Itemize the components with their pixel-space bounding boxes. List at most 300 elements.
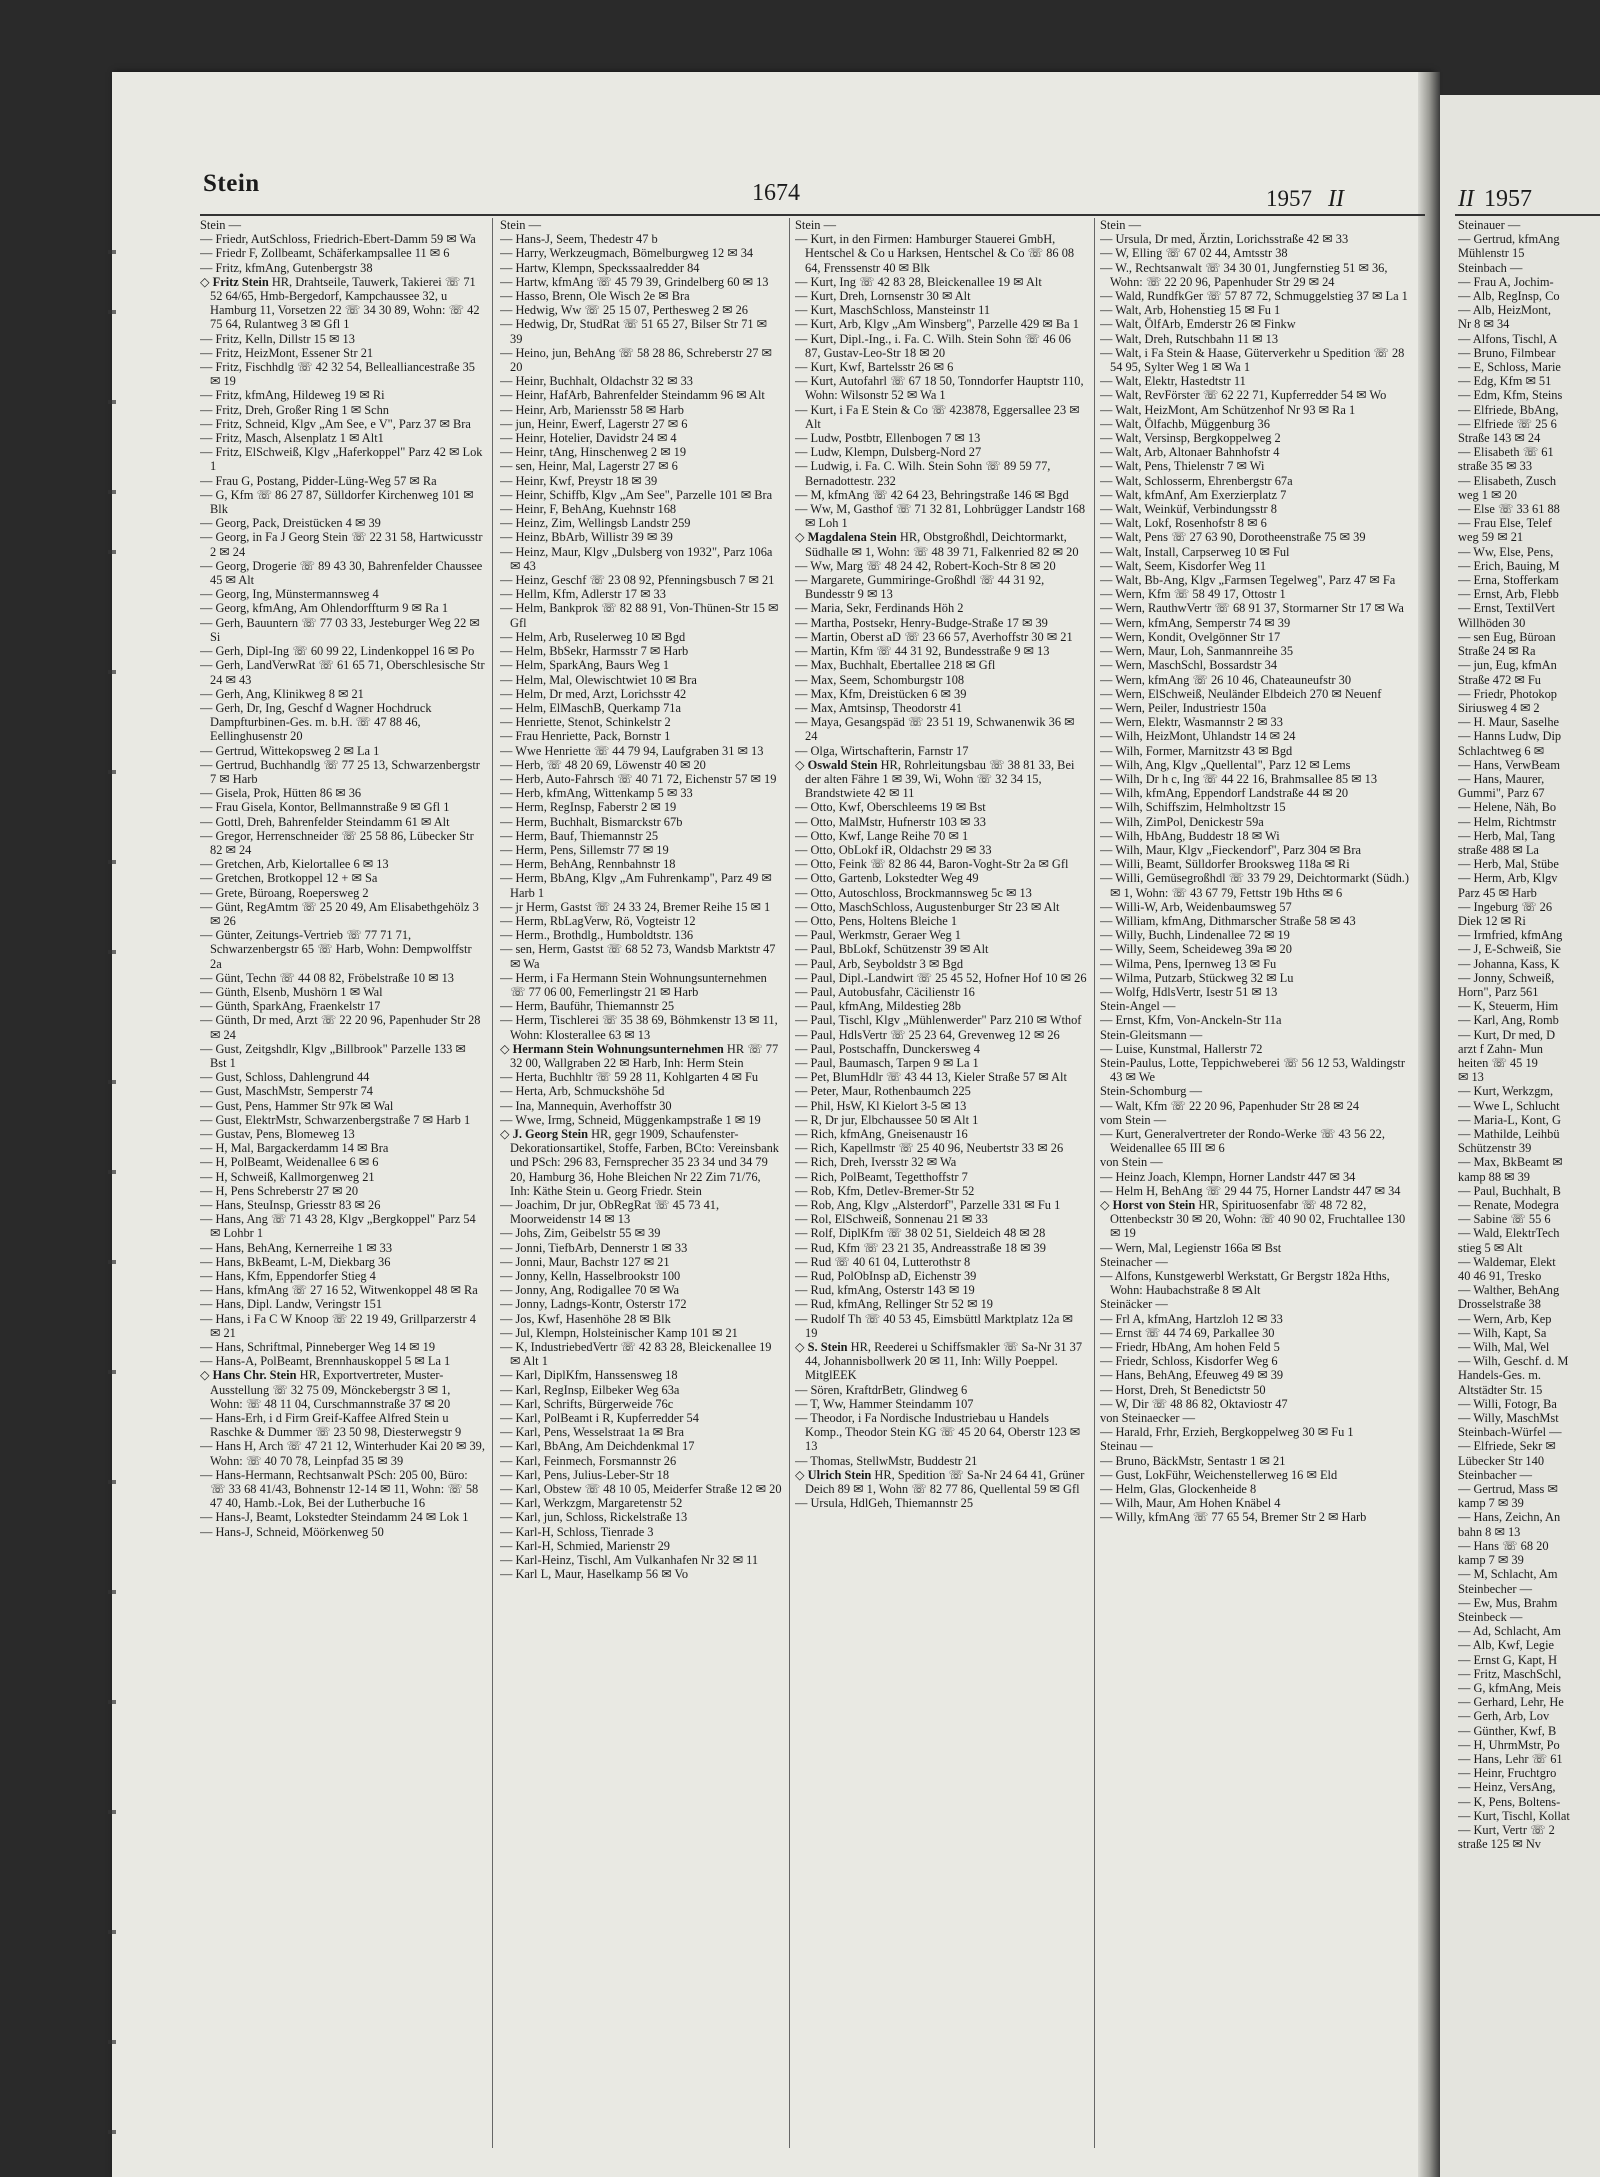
directory-entry: — Otto, MaschSchloss, Augustenburger Str 23 ✉ Alt xyxy=(795,899,1060,914)
directory-entry: — Walt, kfmAnf, Am Exerzierplatz 7 xyxy=(1100,487,1287,502)
facing-page-entry: — Hans ☏ 68 20 xyxy=(1458,1538,1549,1553)
facing-page-entry: — Helene, Näh, Bo xyxy=(1458,800,1557,815)
book-gutter xyxy=(1418,72,1440,2177)
directory-entry: — Herm., Brothdlg., Humboldtstr. 136 xyxy=(500,928,694,943)
directory-entry: — Heinz, BbArb, Willistr 39 ✉ 39 xyxy=(500,530,673,545)
directory-entry: — Wilh, Ang, Klgv „Quellental", Parz 12 ✉ Lems xyxy=(1100,757,1351,772)
directory-entry: — Helm H, BehAng ☏ 29 44 75, Horner Landstr 447 ✉ 34 xyxy=(1100,1183,1401,1198)
directory-entry: — Herta, Arb, Schmuckshöhe 5d xyxy=(500,1084,665,1099)
directory-entry: Steinäcker — xyxy=(1100,1297,1168,1312)
directory-entry: — Rob, Ang, Klgv „Alsterdorf", Parzelle 331 ✉ Fu 1 xyxy=(795,1198,1061,1213)
directory-entry: — Harald, Frhr, Erzieh, Bergkoppelweg 30 ✉ Fu 1 xyxy=(1100,1425,1354,1440)
directory-entry: — Willy, Seem, Scheideweg 39a ✉ 20 xyxy=(1100,942,1292,957)
directory-entry: ◇ Magdalena Stein HR, Obstgroßhdl, Deichtormarkt, Südhalle ✉ 1, Wohn: ☏ 48 39 71, Falkenried 82 ✉ 20 xyxy=(795,530,1079,559)
directory-entry: — Wilma, Putzarb, Stückweg 32 ✉ Lu xyxy=(1100,970,1294,985)
directory-entry: — Jonny, Ladngs-Kontr, Osterstr 172 xyxy=(500,1297,687,1312)
facing-page-entry: — Wald, ElektrTech xyxy=(1458,1226,1560,1241)
facing-page-entry: — Mathilde, Leihbü xyxy=(1458,1127,1560,1141)
directory-entry: — Hans, i Fa C W Knoop ☏ 22 19 49, Grillparzerstr 4 ✉ 21 xyxy=(200,1311,476,1340)
facing-page-entry: — Alfons, Tischl, A xyxy=(1458,331,1558,346)
directory-entry: — Paul, Arb, Seyboldstr 3 ✉ Bgd xyxy=(795,956,964,971)
directory-entry: — Walt, ÖlfArb, Emderstr 26 ✉ Finkw xyxy=(1100,317,1296,332)
directory-entry: — Hans, Ang ☏ 71 43 28, Klgv „Bergkoppel" Parz 54 ✉ Lohbr 1 xyxy=(200,1212,476,1241)
facing-page-entry: kamp 7 ✉ 39 xyxy=(1458,1496,1524,1511)
directory-entry: — Herm, Bauführ, Thiemannstr 25 xyxy=(500,999,675,1014)
directory-column-2 xyxy=(500,218,782,2158)
directory-entry: — Helm, Mal, Olewischtwiet 10 ✉ Bra xyxy=(500,672,697,687)
facing-page-entry: — Gertrud, kfmAng xyxy=(1458,232,1560,247)
directory-entry: — Martha, Postsekr, Henry-Budge-Straße 17 ✉ 39 xyxy=(795,615,1048,630)
facing-page-entry: — Alb, HeizMont, xyxy=(1458,303,1551,318)
page-number: 1674 xyxy=(752,180,800,206)
directory-entry: — Heino, jun, BehAng ☏ 58 28 86, Schreberstr 27 ✉ 20 xyxy=(500,345,772,375)
directory-entry: — Wern, kfmAng, Semperstr 74 ✉ 39 xyxy=(1100,615,1291,630)
directory-column-3 xyxy=(795,218,1087,2158)
directory-entry: — Walt, Arb, Hohenstieg 15 ✉ Fu 1 xyxy=(1100,303,1281,318)
directory-entry: — Paul, kfmAng, Mildestieg 28b xyxy=(795,999,961,1014)
directory-entry: — Jonni, TiefbArb, Dennerstr 1 ✉ 33 xyxy=(500,1240,688,1255)
directory-entry: — Wilh, kfmAng, Eppendorf Landstraße 44 ✉ 20 xyxy=(1100,786,1349,801)
directory-entry: — Friedr, HbAng, Am hohen Feld 5 xyxy=(1100,1340,1280,1355)
facing-page-entry: Schützenstr 39 xyxy=(1458,1141,1532,1156)
facing-page-entry: — Ad, Schlacht, Am xyxy=(1458,1624,1561,1639)
facing-page-entry: — K, Pens, Boltens- xyxy=(1458,1794,1561,1809)
directory-entry: — Gerh, LandVerwRat ☏ 61 65 71, Oberschlesische Str 24 ✉ 43 xyxy=(200,658,485,687)
facing-header-rule xyxy=(1455,214,1600,216)
facing-page-entry: — Wilh, Kapt, Sa xyxy=(1458,1325,1547,1340)
facing-page-entry: — Bruno, Filmbear xyxy=(1458,345,1556,360)
facing-page-entry: — Ingeburg ☏ 26 xyxy=(1458,899,1553,914)
facing-page-entry: — Maria-L, Kont, G xyxy=(1458,1112,1561,1127)
directory-entry: — Kurt, Dipl.-Ing., i. Fa. C. Wilh. Stein Sohn ☏ 46 06 87, Gustav-Leo-Str 18 ✉ 20 xyxy=(795,331,1072,360)
directory-entry: — Hartw, kfmAng ☏ 45 79 39, Grindelberg 60 ✉ 13 xyxy=(500,274,769,289)
directory-entry: — Pet, BlumHdlr ☏ 43 44 13, Kieler Straße 57 ✉ Alt xyxy=(795,1070,1067,1085)
directory-entry: Steinacher — xyxy=(1100,1254,1168,1269)
directory-entry: — Otto, Kwf, Lange Reihe 70 ✉ 1 xyxy=(795,828,969,843)
directory-entry: — Heinr, Arb, Mariensstr 58 ✉ Harb xyxy=(500,402,685,417)
facing-page-entry: Lübecker Str 140 xyxy=(1458,1453,1545,1468)
facing-page-entry: — Irmfried, kfmAng xyxy=(1458,928,1563,943)
directory-entry: — Helm, SparkAng, Baurs Weg 1 xyxy=(500,658,670,673)
directory-entry: — Hans-Erh, i d Firm Greif-Kaffee Alfred Stein u Raschke & Dummer ☏ 23 50 98, Diesterwegstr 9 xyxy=(200,1411,462,1440)
column-divider xyxy=(492,218,493,2148)
facing-page-entry: 40 46 91, Tresko xyxy=(1458,1269,1542,1284)
directory-entry: — G, Kfm ☏ 86 27 87, Sülldorfer Kirchenweg 101 ✉ Blk xyxy=(200,487,474,517)
directory-entry: — Hans, SteuInsp, Griesstr 83 ✉ 26 xyxy=(200,1198,381,1213)
directory-entry: — Herm, RbLagVerw, Rö, Vogteistr 12 xyxy=(500,913,696,928)
facing-page-entry: — Friedr, Photokop xyxy=(1458,686,1557,701)
facing-page-entry: — Erna, Stofferkam xyxy=(1458,573,1559,588)
directory-entry: — Heinz, Zim, Wellingsb Landstr 259 xyxy=(500,516,691,531)
directory-entry: — Wern, Maur, Loh, Sanmannreihe 35 xyxy=(1100,644,1294,659)
directory-entry: — Gust, ElektrMstr, Schwarzenbergstraße 7 ✉ Harb 1 xyxy=(200,1112,471,1127)
directory-entry: — Walt, Dreh, Rutschbahn 11 ✉ 13 xyxy=(1100,331,1279,346)
directory-entry: — Gust, MaschMstr, Semperstr 74 xyxy=(200,1084,373,1099)
directory-entry: — Otto, Gartenb, Lokstedter Weg 49 xyxy=(795,871,979,886)
directory-entry: — Kurt, MaschSchloss, Mansteinstr 11 xyxy=(795,303,991,318)
directory-entry: — Johs, Zim, Geibelstr 55 ✉ 39 xyxy=(500,1226,661,1241)
directory-column-4 xyxy=(1100,218,1418,2158)
directory-entry: — Wern, RauthwVertr ☏ 68 91 37, Stormarner Str 17 ✉ Wa xyxy=(1100,601,1404,616)
directory-entry: — Rich, kfmAng, Gneisenaustr 16 xyxy=(795,1127,968,1141)
facing-page-entry: — Helm, Richtmstr xyxy=(1458,814,1557,829)
directory-entry: — Max, Buchhalt, Ebertallee 218 ✉ Gfl xyxy=(795,658,996,673)
directory-entry: — William, kfmAng, Dithmarscher Straße 58 ✉ 43 xyxy=(1100,913,1356,928)
directory-entry: — Herm, BehAng, Rennbahnstr 18 xyxy=(500,857,676,872)
facing-page-entry: — Hans, Maurer, xyxy=(1458,771,1545,786)
directory-entry: ◇ Hans Chr. Stein HR, Exportvertreter, Muster-Ausstellung ☏ 32 75 09, Mönckebergstr 3 ✉ 1, Wohn: ☏ 48 11 04, Curschmannstraße 37 ✉ 20 xyxy=(200,1368,451,1411)
directory-entry: — Wern, Peiler, Industriestr 150a xyxy=(1100,700,1267,715)
facing-page-entry: bahn 8 ✉ 13 xyxy=(1458,1524,1521,1539)
directory-entry: — Herta, Buchhltr ☏ 59 28 11, Kohlgarten 4 ✉ Fu xyxy=(500,1070,759,1085)
directory-entry: Steinau — xyxy=(1100,1439,1153,1454)
directory-entry: Stein-Angel — xyxy=(1100,999,1176,1014)
directory-entry: — Rud, kfmAng, Osterstr 143 ✉ 19 xyxy=(795,1283,975,1298)
directory-entry: — Maya, Gesangspäd ☏ 23 51 19, Schwanenwik 36 ✉ 24 xyxy=(795,715,1075,744)
directory-entry: — Hans-Hermann, Rechtsanwalt PSch: 205 00, Büro: ☏ 33 68 41/43, Bohnenstr 12-14 ✉ 11, Wohn: ☏ 58 47 40, Hamb.-Lok, Bei der Lutherbuche 16 xyxy=(200,1467,479,1511)
directory-entry: — Otto, Pens, Holtens Bleiche 1 xyxy=(795,913,958,928)
facing-page-entry: — E, Schloss, Marie xyxy=(1458,360,1561,375)
facing-page-entry: straße 488 ✉ La xyxy=(1458,842,1539,857)
directory-entry: — Kurt, Kwf, Bartelsstr 26 ✉ 6 xyxy=(795,360,954,375)
facing-page-entry: Steinbach — xyxy=(1458,260,1523,275)
directory-entry: — W, Elling ☏ 67 02 44, Amtsstr 38 xyxy=(1100,246,1288,261)
directory-entry: — Karl, Obstew ☏ 48 10 05, Meiderfer Straße 12 ✉ 20 xyxy=(500,1482,782,1497)
directory-entry: — sen, Herm, Gastst ☏ 68 52 73, Wandsb Marktstr 47 ✉ Wa xyxy=(500,942,776,971)
directory-entry: — Georg, Ing, Münstermannsweg 4 xyxy=(200,587,379,602)
directory-entry: — Herm, BbAng, Klgv „Am Fuhrenkamp", Parz 49 ✉ Harb 1 xyxy=(500,871,772,900)
facing-page-entry: Nr 8 ✉ 34 xyxy=(1458,317,1510,332)
directory-entry: — Ludwig, i. Fa. C. Wilh. Stein Sohn ☏ 89 59 77, Bernadottestr. 232 xyxy=(795,459,1051,488)
directory-entry: — Heinz, Maur, Klgv „Dulsberg von 1932", Parz 106a ✉ 43 xyxy=(500,544,773,573)
directory-entry: — Karl, Werkzgm, Margaretenstr 52 xyxy=(500,1496,683,1511)
directory-entry: — Gisela, Prok, Hütten 86 ✉ 36 xyxy=(200,786,362,801)
directory-entry: — Kurt, Generalvertreter der Rondo-Werke ☏ 43 56 22, Weidenallee 65 III ✉ 6 xyxy=(1100,1127,1385,1156)
directory-entry: — Heinr, Kwf, Preystr 18 ✉ 39 xyxy=(500,473,658,488)
facing-page-entry: — Elisabeth ☏ 61 xyxy=(1458,445,1554,460)
directory-entry: von Steinaecker — xyxy=(1100,1411,1195,1426)
facing-page-entry: — Walther, BehAng xyxy=(1458,1283,1560,1298)
directory-entry: — Wilh, HbAng, Buddestr 18 ✉ Wi xyxy=(1100,828,1280,843)
facing-page-entry: — Wern, Arb, Kep xyxy=(1458,1311,1552,1326)
directory-entry: — Max, Seem, Schomburgstr 108 xyxy=(795,672,965,687)
header-rule xyxy=(200,214,1425,216)
directory-entry: — Helm, ElMaschB, Querkamp 71a xyxy=(500,700,682,715)
directory-entry: — Hans-J, Schneid, Möörkenweg 50 xyxy=(200,1524,384,1539)
facing-page-entry: Parz 45 ✉ Harb xyxy=(1458,885,1537,900)
directory-entry: — Willi, Gemüsegroßhdl ☏ 33 79 29, Deichtormarkt (Südh.) ✉ 1, Wohn: ☏ 43 67 79, Fettstr 19b Hths ✉ 6 xyxy=(1100,871,1410,900)
directory-entry: — Walt, Pens, Thielenstr 7 ✉ Wi xyxy=(1100,459,1265,474)
facing-page-entry: Gummi", Parz 67 xyxy=(1458,786,1545,801)
directory-entry: — Otto, Kwf, Oberschleems 19 ✉ Bst xyxy=(795,800,986,815)
directory-entry: — Frau Gisela, Kontor, Bellmannstraße 9 ✉ Gfl 1 xyxy=(200,800,450,815)
directory-entry: — Rud, kfmAng, Rellinger Str 52 ✉ 19 xyxy=(795,1297,993,1312)
facing-page-entry: straße 35 ✉ 33 xyxy=(1458,459,1533,474)
directory-entry: — Otto, Feink ☏ 82 86 44, Baron-Voght-Str 2a ✉ Gfl xyxy=(795,857,1069,872)
facing-page-entry: Diek 12 ✉ Ri xyxy=(1458,913,1526,928)
directory-entry: — Georg, in Fa J Georg Stein ☏ 22 31 58, Hartwicusstr 2 ✉ 24 xyxy=(200,530,483,559)
directory-entry: — Wern, Kfm ☏ 58 49 17, Ottostr 1 xyxy=(1100,587,1286,602)
directory-entry: — Paul, Baumasch, Tarpen 9 ✉ La 1 xyxy=(795,1055,979,1070)
facing-page-entry: — Wilh, Geschf. d. M xyxy=(1458,1354,1569,1369)
facing-page-entry: — Kurt, Vertr ☏ 2 xyxy=(1458,1822,1555,1837)
directory-entry: — Karl, BbAng, Am Deichdenkmal 17 xyxy=(500,1439,695,1454)
facing-page-entry: — Willi, Fotogr, Ba xyxy=(1458,1396,1557,1411)
directory-entry: — Paul, Werkmstr, Geraer Weg 1 xyxy=(795,928,962,943)
facing-page-entry: — Elfriede, Sekr ✉ xyxy=(1458,1439,1556,1454)
directory-entry: — Theodor, i Fa Nordische Industriebau u Handels Komp., Theodor Stein KG ☏ 45 20 64, Oberstr 123 ✉ 13 xyxy=(795,1411,1081,1454)
facing-page-entry: — sen Eug, Büroan xyxy=(1458,629,1556,644)
directory-entry: — Rob, Kfm, Detlev-Bremer-Str 52 xyxy=(795,1183,975,1198)
directory-entry: — Wern, kfmAng ☏ 26 10 46, Chateauneufstr 30 xyxy=(1100,672,1352,687)
edition-year: 1957 xyxy=(1266,186,1312,211)
directory-entry: — Hedwig, Ww ☏ 25 15 07, Perthesweg 2 ✉ 26 xyxy=(500,303,748,318)
directory-entry: — Hans, BkBeamt, L-M, Diekbarg 36 xyxy=(200,1254,391,1269)
facing-page-entry: Mühlenstr 15 xyxy=(1458,246,1525,261)
facing-page-entry: — Wwe L, Schlucht xyxy=(1458,1098,1560,1113)
directory-entry: — Hans, BehAng, Kernerreihe 1 ✉ 33 xyxy=(200,1240,393,1255)
facing-page-entry: — Renate, Modegra xyxy=(1458,1198,1559,1213)
directory-entry: ◇ Horst von Stein HR, Spirituosenfabr ☏ 48 72 82, Ottenbeckstr 30 ✉ 20, Wohn: ☏ 40 90 02, Fruchtallee 130 ✉ 19 xyxy=(1100,1198,1406,1241)
directory-entry: — Karl L, Maur, Haselkamp 56 ✉ Vo xyxy=(500,1567,689,1582)
directory-entry: — Wilh, Schiffszim, Helmholtzstr 15 xyxy=(1100,800,1286,815)
directory-entry: — Rolf, DiplKfm ☏ 38 02 51, Sieldeich 48 ✉ 28 xyxy=(795,1226,1046,1241)
directory-entry: — Ina, Mannequin, Averhoffstr 30 xyxy=(500,1098,672,1113)
directory-entry: — Walt, i Fa Stein & Haase, Güterverkehr u Spedition ☏ 28 54 95, Sylter Weg 1 ✉ Wa 1 xyxy=(1100,345,1405,375)
directory-entry: — Max, Amtsinsp, Theodorstr 41 xyxy=(795,700,963,715)
directory-entry: — Gregor, Herrenschneider ☏ 25 58 86, Lübecker Str 82 ✉ 24 xyxy=(200,828,474,857)
directory-entry: — Ludw, Klempn, Dulsberg-Nord 27 xyxy=(795,445,982,460)
directory-entry: — Rich, Dreh, Iversstr 32 ✉ Wa xyxy=(795,1155,957,1170)
facing-page-entry: weg 1 ✉ 20 xyxy=(1458,487,1517,502)
directory-entry: — Gustav, Pens, Blomeweg 13 xyxy=(200,1127,355,1141)
directory-entry: — Phil, HsW, Kl Kielort 3-5 ✉ 13 xyxy=(795,1098,967,1113)
directory-entry: — Peter, Maur, Rothenbaumch 225 xyxy=(795,1084,971,1099)
directory-entry: — Margarete, Gummiringe-Großhdl ☏ 44 31 92, Bundesstr 9 ✉ 13 xyxy=(795,573,1045,602)
directory-entry: — Hans-J, Beamt, Lokstedter Steindamm 24 ✉ Lok 1 xyxy=(200,1510,469,1525)
directory-entry: — Paul, Autobusfahr, Cäcilienstr 16 xyxy=(795,984,975,999)
running-head-name: Stein xyxy=(203,170,260,197)
directory-entry: — Hans, Kfm, Eppendorfer Stieg 4 xyxy=(200,1269,376,1284)
facing-page-entry: — Hans, Zeichn, An xyxy=(1458,1510,1561,1525)
facing-page-entry: — Ernst, TextilVert xyxy=(1458,601,1555,616)
facing-page-entry: Steinbeck — xyxy=(1458,1609,1523,1624)
directory-entry: — Herm, RegInsp, Faberstr 2 ✉ 19 xyxy=(500,800,677,815)
directory-entry: — Heinr, Buchhalt, Oldachstr 32 ✉ 33 xyxy=(500,374,693,389)
directory-entry: — Wern, Elektr, Wasmannstr 2 ✉ 33 xyxy=(1100,715,1283,730)
directory-entry: — Rich, PolBeamt, Tegetthoffstr 7 xyxy=(795,1169,968,1184)
directory-entry: — Willy, Buchh, Lindenallee 72 ✉ 19 xyxy=(1100,928,1290,943)
directory-entry: — Jos, Kwf, Hasenhöhe 28 ✉ Blk xyxy=(500,1311,671,1326)
directory-entry: — Karl-Heinz, Tischl, Am Vulkanhafen Nr 32 ✉ 11 xyxy=(500,1553,759,1568)
facing-page-entry: — Edm, Kfm, Steins xyxy=(1458,388,1563,403)
directory-entry: — Hans, Dipl. Landw, Veringstr 151 xyxy=(200,1297,383,1312)
directory-entry: — Gottl, Dreh, Bahrenfelder Steindamm 61 ✉ Alt xyxy=(200,814,450,829)
directory-entry: — Harry, Werkzeugmach, Bömelburgweg 12 ✉ 34 xyxy=(500,246,754,261)
directory-entry: — Walt, Elektr, Hastedtstr 11 xyxy=(1100,374,1246,389)
facing-page-entry: — H. Maur, Saselhe xyxy=(1458,715,1560,730)
directory-entry: — Wolfg, HdlsVertr, Isestr 51 ✉ 13 xyxy=(1100,984,1278,999)
directory-entry: — Helm, Glas, Glockenheide 8 xyxy=(1100,1482,1257,1497)
directory-entry: — Fritz, Fischhdlg ☏ 42 32 54, Bellealliancestraße 35 ✉ 19 xyxy=(200,360,475,389)
directory-entry: — Gertrud, Wittekopsweg 2 ✉ La 1 xyxy=(200,743,380,758)
directory-entry: — Frau Henriette, Pack, Bornstr 1 xyxy=(500,729,671,744)
directory-entry: — Gust, Schloss, Dahlengrund 44 xyxy=(200,1070,370,1085)
facing-edition-year: 1957 xyxy=(1483,186,1532,212)
directory-entry: — Günter, Zeitungs-Vertrieb ☏ 77 71 71, Schwarzenbergstr 65 ☏ Harb, Wohn: Dempwolffstr 2a xyxy=(200,928,472,971)
directory-entry: — Gretchen, Brotkoppel 12 + ✉ Sa xyxy=(200,871,378,886)
directory-entry: — Walt, RevFörster ☏ 62 22 71, Kupferredder 54 ✉ Wo xyxy=(1100,388,1387,403)
directory-entry: — H, Mal, Bargackerdamm 14 ✉ Bra xyxy=(200,1141,389,1156)
directory-entry: — Walt, HeizMont, Am Schützenhof Nr 93 ✉ Ra 1 xyxy=(1100,402,1356,417)
directory-entry: — Willy, kfmAng ☏ 77 65 54, Bremer Str 2 ✉ Harb xyxy=(1100,1510,1367,1525)
facing-page-entry: — Herb, Mal, Stübe xyxy=(1458,857,1559,872)
directory-entry: — Gerh, Ang, Klinikweg 8 ✉ 21 xyxy=(200,686,364,701)
directory-entry: — Willi-W, Arb, Weidenbaumsweg 57 xyxy=(1100,899,1292,914)
facing-page-entry: — Karl, Ang, Romb xyxy=(1458,1013,1559,1028)
directory-entry: — Wilma, Pens, Ipernweg 13 ✉ Fu xyxy=(1100,956,1277,971)
directory-entry: — Wilh, Former, Marnitzstr 43 ✉ Bgd xyxy=(1100,743,1293,758)
volume-label: II xyxy=(1328,186,1344,212)
directory-entry: — Joachim, Dr jur, ObRegRat ☏ 45 73 41, Moorweidenstr 14 ✉ 13 xyxy=(500,1198,720,1227)
directory-entry: — Ernst ☏ 44 74 69, Parkallee 30 xyxy=(1100,1325,1275,1340)
directory-entry: ◇ Oswald Stein HR, Rohrleitungsbau ☏ 38 81 33, Bei der alten Fähre 1 ✉ 39, Wi, Wohn ☏ 32 34 15, Brandstwiete 42 ✉ 11 xyxy=(795,757,1075,801)
directory-entry: — Wwe Henriette ☏ 44 79 94, Laufgraben 31 ✉ 13 xyxy=(500,743,764,758)
directory-entry: — Wern, Mal, Legienstr 166a ✉ Bst xyxy=(1100,1240,1282,1255)
directory-entry: von Stein — xyxy=(1100,1155,1163,1170)
facing-page-entry: — Ernst, Arb, Flebb xyxy=(1458,587,1559,602)
facing-page-entry: — Ernst G, Kapt, H xyxy=(1458,1652,1558,1667)
facing-page-entry: — Günther, Kwf, B xyxy=(1458,1723,1557,1738)
directory-entry: Stein-Schomburg — xyxy=(1100,1084,1202,1099)
facing-page-entry: — Frau Else, Telef xyxy=(1458,516,1552,531)
facing-page-entry: Schlachtweg 6 ✉ xyxy=(1458,743,1545,758)
facing-page-entry: — Erich, Bauing, M xyxy=(1458,558,1560,573)
directory-entry: — Herm, Tischlerei ☏ 35 38 69, Böhmkenstr 13 ✉ 11, Wohn: Klosterallee 63 ✉ 13 xyxy=(500,1013,778,1042)
directory-entry: — Karl-H, Schmied, Marienstr 29 xyxy=(500,1538,670,1553)
facing-page-entry: — Jonny, Schweiß, xyxy=(1458,970,1555,985)
directory-entry: — jun, Heinr, Ewerf, Lagerstr 27 ✉ 6 xyxy=(500,416,688,431)
directory-entry: — Wilh, HeizMont, Uhlandstr 14 ✉ 24 xyxy=(1100,729,1296,744)
facing-page-entry: Siriusweg 4 ✉ 2 xyxy=(1458,700,1540,715)
facing-page-column xyxy=(1458,218,1600,2158)
facing-page-entry: — Sabine ☏ 55 6 xyxy=(1458,1212,1551,1227)
directory-entry: — Heinz Joach, Klempn, Horner Landstr 447 ✉ 34 xyxy=(1100,1169,1356,1184)
directory-entry: — Hans-J, Seem, Thedestr 47 b xyxy=(500,232,658,247)
directory-entry: — Hartw, Klempn, Speckssaalredder 84 xyxy=(500,260,700,275)
facing-page-entry: — jun, Eug, kfmAn xyxy=(1458,658,1557,673)
directory-entry: — Gust, Zeitgshdlr, Klgv „Billbrook" Parzelle 133 ✉ Bst 1 xyxy=(200,1041,466,1070)
directory-entry: — Fritz, ElSchweiß, Klgv „Haferkoppel" Parz 42 ✉ Lok 1 xyxy=(200,445,483,474)
facing-page-entry: — Edg, Kfm ✉ 51 xyxy=(1458,374,1552,389)
facing-page-entry: — Elfriede ☏ 25 6 xyxy=(1458,416,1557,431)
facing-page-entry: — Waldemar, Elekt xyxy=(1458,1254,1556,1269)
facing-page-entry: — Alb, Kwf, Legie xyxy=(1458,1638,1555,1653)
directory-entry: — Fritz, Dreh, Großer Ring 1 ✉ Schn xyxy=(200,402,389,417)
directory-entry: — Walt, Versinsp, Bergkoppelweg 2 xyxy=(1100,431,1281,446)
directory-entry: — Olga, Wirtschafterin, Farnstr 17 xyxy=(795,743,969,758)
directory-entry: — Gerh, Dipl-Ing ☏ 60 99 22, Lindenkoppel 16 ✉ Po xyxy=(200,644,475,659)
directory-entry: — Rol, ElSchweiß, Sonnenau 21 ✉ 33 xyxy=(795,1212,988,1227)
directory-entry: — W, Dir ☏ 48 86 82, Oktaviostr 47 xyxy=(1100,1396,1288,1411)
directory-column-1 xyxy=(200,218,485,2158)
facing-page-entry: — Willy, MaschMst xyxy=(1458,1411,1559,1426)
directory-entry: — Wern, Kondit, Ovelgönner Str 17 xyxy=(1100,629,1281,644)
facing-page-entry: Drosselstraße 38 xyxy=(1458,1297,1541,1312)
facing-page-entry: — Johanna, Kass, K xyxy=(1458,956,1560,971)
directory-entry: — Günth, Dr med, Arzt ☏ 22 20 96, Papenhuder Str 28 ✉ 24 xyxy=(200,1013,481,1042)
facing-page-entry: — Gerhard, Lehr, He xyxy=(1458,1695,1564,1710)
directory-entry: — Rud, Kfm ☏ 23 21 35, Andreasstraße 18 ✉ 39 xyxy=(795,1240,1046,1255)
directory-entry: — Heinr, F, BehAng, Kuehnstr 168 xyxy=(500,502,677,517)
directory-entry: — Karl, Schrifts, Bürgerweide 76c xyxy=(500,1396,674,1411)
directory-entry: — Jonni, Maur, Bachstr 127 ✉ 21 xyxy=(500,1254,670,1269)
directory-entry: — Paul, Dipl.-Landwirt ☏ 25 45 52, Hofner Hof 10 ✉ 26 xyxy=(795,970,1087,985)
directory-entry: — Walt, Ölfachb, Müggenburg 36 xyxy=(1100,416,1270,431)
directory-entry: — Fritz, Kelln, Dillstr 15 ✉ 13 xyxy=(200,331,355,346)
directory-entry: — Maria, Sekr, Ferdinands Höh 2 xyxy=(795,601,964,616)
directory-entry: — Hans-A, PolBeamt, Brennhauskoppel 5 ✉ La 1 xyxy=(200,1354,451,1369)
directory-entry: — Günth, Elsenb, Mushörn 1 ✉ Wal xyxy=(200,984,383,999)
directory-entry: — Henriette, Stenot, Schinkelstr 2 xyxy=(500,715,671,730)
directory-entry: — Georg, kfmAng, Am Ohlendorffturm 9 ✉ Ra 1 xyxy=(200,601,449,616)
directory-entry: — Grete, Büroang, Roepersweg 2 xyxy=(200,885,369,900)
directory-entry: — Kurt, in den Firmen: Hamburger Stauerei GmbH, Hentschel & Co u Harksen, Hentschel & Co ☏ 86 08 64, Frenssenstr 40 ✉ Blk xyxy=(795,232,1075,275)
directory-entry: — Herb, ☏ 48 20 69, Löwenstr 40 ✉ 20 xyxy=(500,757,706,772)
directory-entry: — Martin, Oberst aD ☏ 23 66 57, Averhoffstr 30 ✉ 21 xyxy=(795,629,1073,644)
directory-entry: — Gust, LokFühr, Weichenstellerweg 16 ✉ Eld xyxy=(1100,1467,1338,1482)
directory-entry: — Karl, DiplKfm, Hanssensweg 18 xyxy=(500,1368,678,1383)
directory-entry: — Fritz, kfmAng, Hildeweg 19 ✉ Ri xyxy=(200,388,385,403)
directory-entry: — Hellm, Kfm, Adlerstr 17 ✉ 33 xyxy=(500,587,666,602)
directory-entry: — Günt, RegAmtm ☏ 25 20 49, Am Elisabethgehölz 3 ✉ 26 xyxy=(200,899,479,928)
directory-entry: — sen, Heinr, Mal, Lagerstr 27 ✉ 6 xyxy=(500,459,678,474)
facing-page-entry: Steinauer — xyxy=(1458,218,1521,232)
directory-entry: — Alfons, Kunstgewerbl Werkstatt, Gr Bergstr 182a Hths, Wohn: Haubachstraße 8 ✉ Alt xyxy=(1100,1269,1390,1298)
facing-page-entry: arzt f Zahn- Mun xyxy=(1458,1041,1543,1056)
directory-entry: — Friedr, AutSchloss, Friedrich-Ebert-Damm 59 ✉ Wa xyxy=(200,232,476,247)
directory-entry: — Wald, RundfkGer ☏ 57 87 72, Schmuggelstieg 37 ✉ La 1 xyxy=(1100,289,1408,304)
facing-page-entry: weg 59 ✉ 21 xyxy=(1458,530,1524,545)
directory-entry: — Gerh, Dr, Ing, Geschf d Wagner Hochdruck Dampfturbinen-Ges. m. b.H. ☏ 47 88 46, Eellinghusenstr 20 xyxy=(200,700,432,744)
facing-page-entry: — M, Schlacht, Am xyxy=(1458,1567,1558,1582)
directory-entry: — Friedr F, Zollbeamt, Schäferkampsallee 11 ✉ 6 xyxy=(200,246,450,261)
directory-entry: — Kurt, Dreh, Lornsenstr 30 ✉ Alt xyxy=(795,289,971,304)
facing-page-entry: Straße 472 ✉ Fu xyxy=(1458,672,1542,687)
directory-entry: — Hedwig, Dr, StudRat ☏ 51 65 27, Bilser Str 71 ✉ 39 xyxy=(500,317,767,346)
facing-page-entry: — Herb, Mal, Tang xyxy=(1458,828,1555,843)
directory-entry: Stein-Paulus, Lotte, Teppichweberei ☏ 56 12 53, Waldingstr 43 ✉ We xyxy=(1100,1055,1405,1085)
facing-page-entry: — Heinr, Fruchtgro xyxy=(1458,1766,1557,1781)
directory-entry: — Kurt, Ing ☏ 42 83 28, Bleickenallee 19 ✉ Alt xyxy=(795,274,1042,289)
facing-page-entry: — Ew, Mus, Brahm xyxy=(1458,1595,1558,1610)
facing-page-entry: Steinbecher — xyxy=(1458,1581,1532,1596)
directory-entry: — Fritz, Schneid, Klgv „Am See, e V", Parz 37 ✉ Bra xyxy=(200,416,471,431)
facing-page-entry: Steinbach-Würfel — xyxy=(1458,1425,1562,1440)
facing-page-entry: — Hanns Ludw, Dip xyxy=(1458,729,1562,744)
directory-entry: — Walt, Weinküf, Verbindungsstr 8 xyxy=(1100,502,1277,517)
facing-page-entry: Horn", Parz 561 xyxy=(1458,984,1539,999)
directory-entry: — Wern, ElSchweiß, Neuländer Elbdeich 270 ✉ Neuenf xyxy=(1100,686,1382,701)
directory-entry: — Paul, BbLokf, Schützenstr 39 ✉ Alt xyxy=(795,942,989,957)
facing-page-entry: — Gerh, Arb, Lov xyxy=(1458,1709,1550,1724)
facing-page-entry: heiten ☏ 45 19 xyxy=(1458,1055,1538,1070)
directory-entry: — Bruno, BäckMstr, Sentastr 1 ✉ 21 xyxy=(1100,1453,1286,1468)
facing-page-entry: — Wilh, Mal, Wel xyxy=(1458,1340,1550,1355)
facing-page-entry: — Kurt, Tischl, Kollat xyxy=(1458,1808,1570,1823)
directory-entry: — Otto, Autoschloss, Brockmannsweg 5c ✉ 13 xyxy=(795,885,1032,900)
directory-entry: — Luise, Kunstmal, Hallerstr 72 xyxy=(1100,1041,1263,1056)
